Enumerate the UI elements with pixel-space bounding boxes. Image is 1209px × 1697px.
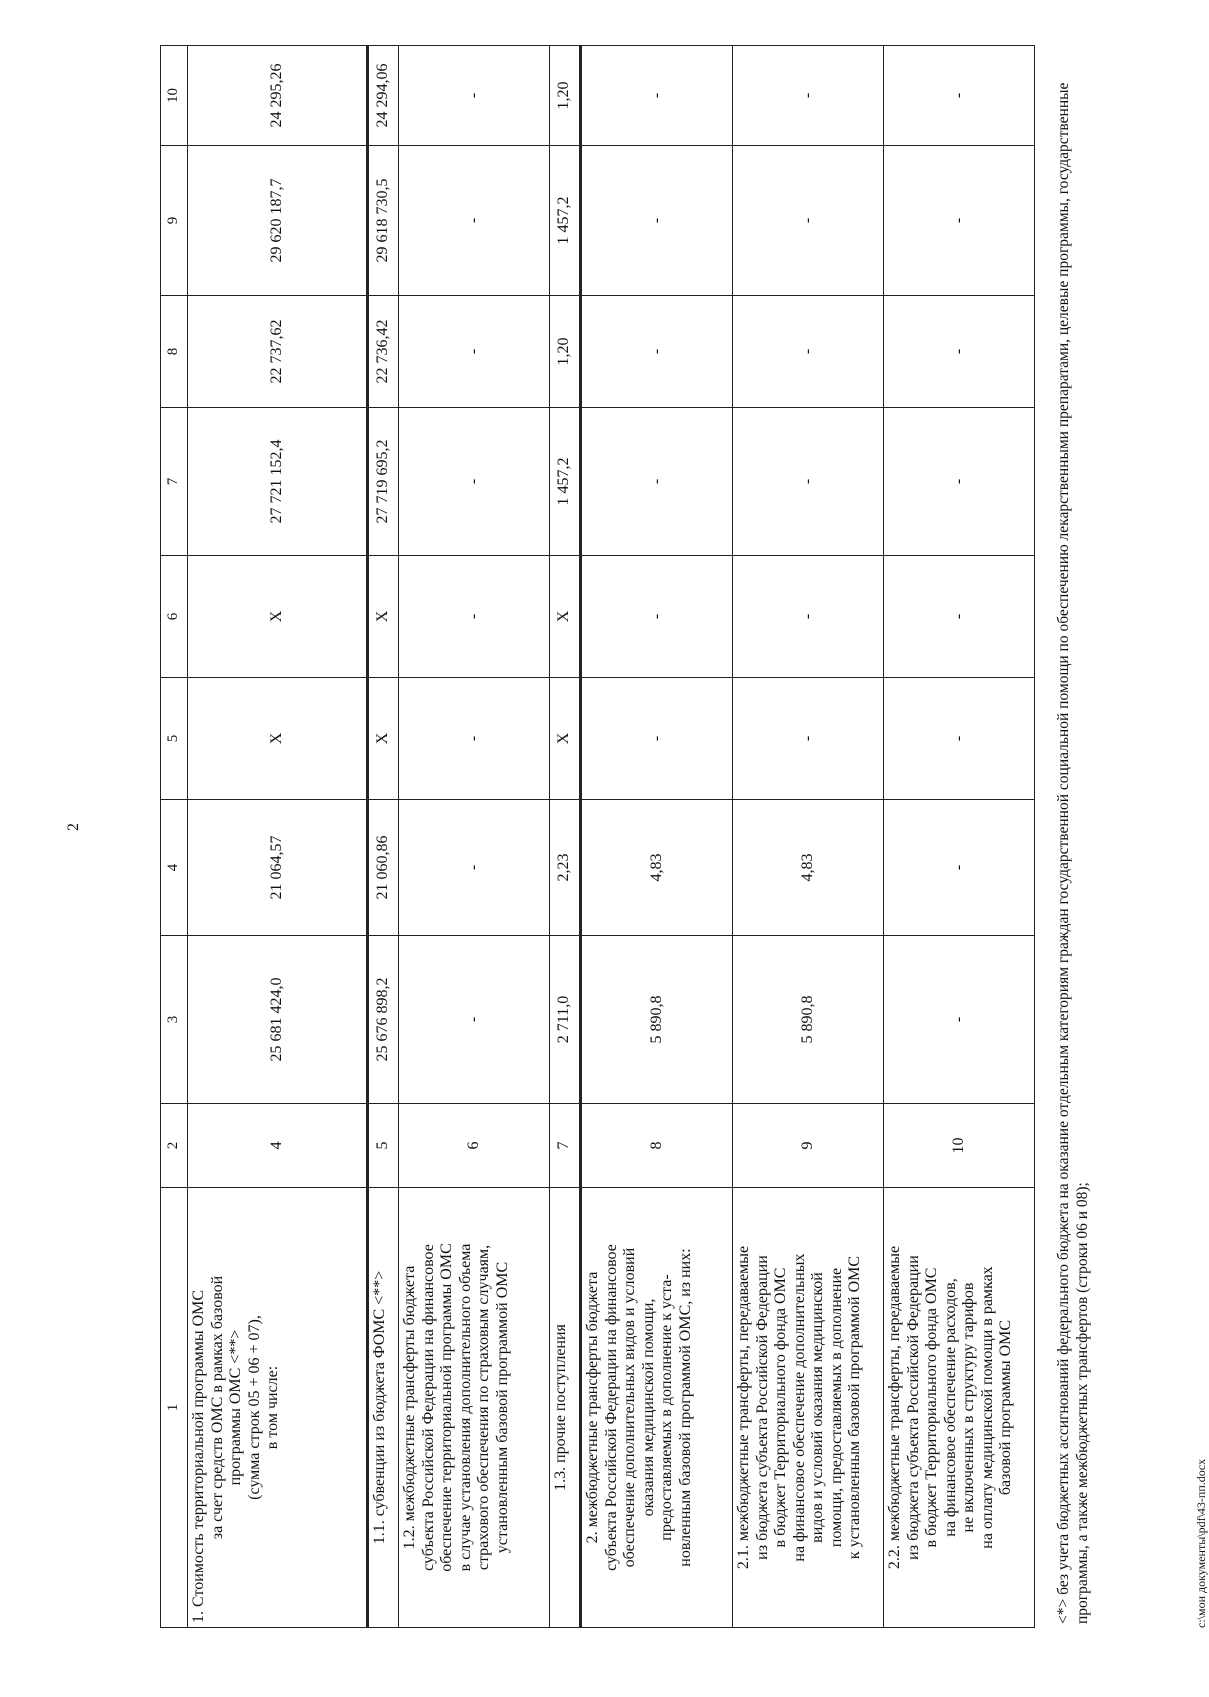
row-name-line: на финансовое обеспечение расходов,	[941, 1278, 959, 1537]
value-cell: 25 681 424,0	[188, 936, 368, 1104]
value-cell: 21 064,57	[188, 800, 368, 936]
row-name-line: за счет средств ОМС в рамках базовой	[208, 1275, 226, 1540]
value-cell: -	[399, 296, 550, 408]
column-number: 9	[161, 146, 188, 296]
row-name-line: в бюджет Территориального фонда ОМС	[923, 1267, 941, 1548]
column-number: 2	[161, 1104, 188, 1188]
value-cell: -	[581, 556, 733, 678]
value-cell: 29 620 187,7	[188, 146, 368, 296]
row-name-line: программы ОМС <**>	[227, 1329, 245, 1486]
row-name	[368, 1188, 399, 1628]
value-cell: -	[399, 556, 550, 678]
value-cell: 10	[884, 1104, 1035, 1188]
row-name-line: 1.2. межбюджетные трансферты бюджета	[401, 1265, 418, 1550]
row-name-line: страхового обеспечения по страховым случаям,	[475, 1244, 493, 1571]
value-cell: -	[733, 296, 884, 408]
column-number: 7	[161, 408, 188, 556]
table-row	[733, 46, 884, 1628]
value-cell: -	[399, 146, 550, 296]
row-name-line: предоставляемых в дополнение к уста-	[658, 1274, 676, 1541]
row-name-line: видов и условий оказания медицинской	[809, 1272, 827, 1543]
value-cell: -	[399, 408, 550, 556]
value-cell: 24 294,06	[368, 46, 399, 146]
rotated-page	[160, 63, 1208, 1628]
value-cell: 2 711,0	[550, 936, 581, 1104]
value-cell: -	[733, 408, 884, 556]
value-cell: 29 618 730,5	[368, 146, 399, 296]
value-cell: -	[884, 556, 1035, 678]
row-name-line: 2.2. межбюджетные трансферты, передаваемые	[886, 1245, 903, 1570]
row-name-line: 1.3. прочие поступления	[552, 1324, 569, 1491]
header-row	[161, 46, 188, 1628]
column-number: 4	[161, 800, 188, 936]
row-name-line: 1.1. субвенции из бюджета ФОМС <**>	[371, 1270, 388, 1545]
value-cell: X	[550, 556, 581, 678]
column-number: 3	[161, 936, 188, 1104]
table-row	[188, 46, 368, 1628]
value-cell: 4	[188, 1104, 368, 1188]
row-name-line: из бюджета субъекта Российской Федерации	[753, 1255, 771, 1560]
row-name-line: 2.1. межбюджетные трансферты, передаваемые	[735, 1245, 752, 1570]
table-row	[550, 46, 581, 1628]
budget-table	[160, 45, 1035, 1628]
value-cell: 7	[550, 1104, 581, 1188]
row-name-line: установленным базовой программой ОМС	[493, 1261, 511, 1554]
value-cell: 8	[581, 1104, 733, 1188]
row-name-line: не включенных в структуру тарифов	[960, 1282, 978, 1533]
row-name	[884, 1188, 1035, 1628]
column-number: 1	[161, 1188, 188, 1628]
row-name-line: оказания медицинской помощи,	[639, 1298, 657, 1517]
column-number: 5	[161, 678, 188, 800]
table-row	[884, 46, 1035, 1628]
value-cell: -	[581, 146, 733, 296]
value-cell: 27 719 695,2	[368, 408, 399, 556]
row-name-line: 2. межбюджетные трансферты бюджета	[584, 1271, 601, 1544]
value-cell: 24 295,26	[188, 46, 368, 146]
value-cell: 9	[733, 1104, 884, 1188]
footnote-text: <*> без учета бюджетных ассигнований федерального бюджета на оказание отдельным категориям граждан государственной социальной помощи по обеспечению лекарственными препаратами, целевые программы, государственные программы, а также межбюджетных трансфертов (строки 06 и 08);	[1055, 82, 1091, 1624]
row-name	[399, 1188, 550, 1628]
value-cell: -	[399, 936, 550, 1104]
value-cell: -	[733, 146, 884, 296]
value-cell: -	[884, 296, 1035, 408]
row-name-line: 1. Стоимость территориальной программы ОМС	[190, 1289, 207, 1623]
value-cell: X	[550, 678, 581, 800]
row-name-line: базовой программы ОМС	[997, 1319, 1015, 1496]
value-cell: 25 676 898,2	[368, 936, 399, 1104]
value-cell: -	[399, 678, 550, 800]
value-cell: 1 457,2	[550, 146, 581, 296]
value-cell: 5 890,8	[733, 936, 884, 1104]
column-number: 6	[161, 556, 188, 678]
row-name-line: помощи, предоставляемых в дополнение	[827, 1267, 845, 1548]
row-name-line: новленным базовой программой ОМС, из них:	[676, 1248, 694, 1567]
page-number: 2	[65, 823, 82, 831]
table-row	[368, 46, 399, 1628]
row-name-line: обеспечение дополнительных видов и условий	[621, 1247, 639, 1568]
value-cell: -	[399, 46, 550, 146]
row-name-line: в бюджет Территориального фонда ОМС	[772, 1267, 790, 1548]
value-cell: 5	[368, 1104, 399, 1188]
value-cell: 2,23	[550, 800, 581, 936]
value-cell: 22 737,62	[188, 296, 368, 408]
value-cell: 1,20	[550, 46, 581, 146]
value-cell: -	[884, 146, 1035, 296]
value-cell: 21 060,86	[368, 800, 399, 936]
row-name-line: субъекта Российской Федерации на финансовое	[419, 1244, 437, 1571]
value-cell: -	[733, 678, 884, 800]
row-name-line: из бюджета субъекта Российской Федерации	[904, 1255, 922, 1560]
value-cell: -	[733, 556, 884, 678]
file-path: c:\мои документы\pdf\43-пп.docx	[1194, 1458, 1208, 1628]
value-cell: 1 457,2	[550, 408, 581, 556]
table-row	[581, 46, 733, 1628]
column-number: 8	[161, 296, 188, 408]
value-cell: X	[368, 678, 399, 800]
row-name-line: субъекта Российской Федерации на финансовое	[602, 1244, 620, 1571]
value-cell: -	[884, 408, 1035, 556]
value-cell: X	[188, 678, 368, 800]
row-name-line: на оплату медицинской помощи в рамках	[978, 1266, 996, 1549]
row-name-line: в случае установления дополнительного объема	[456, 1243, 474, 1572]
row-name-line: в том числе:	[264, 1365, 282, 1450]
value-cell: -	[884, 46, 1035, 146]
row-name	[188, 1188, 368, 1628]
value-cell: -	[581, 678, 733, 800]
value-cell: -	[581, 408, 733, 556]
table-row	[399, 46, 550, 1628]
row-name-line: (сумма строк 05 + 06 + 07),	[245, 1315, 263, 1500]
value-cell: 6	[399, 1104, 550, 1188]
column-number: 10	[161, 46, 188, 146]
value-cell: -	[884, 678, 1035, 800]
row-name-line: обеспечение территориальной программы ОМС	[438, 1243, 456, 1572]
value-cell: 4,83	[733, 800, 884, 936]
value-cell: 4,83	[581, 800, 733, 936]
row-name	[733, 1188, 884, 1628]
value-cell: X	[368, 556, 399, 678]
row-name-line: к установленным базовой программой ОМС	[846, 1255, 864, 1560]
row-name	[581, 1188, 733, 1628]
value-cell: -	[399, 800, 550, 936]
value-cell: 22 736,42	[368, 296, 399, 408]
row-name	[550, 1188, 581, 1628]
value-cell: -	[884, 936, 1035, 1104]
value-cell: -	[581, 296, 733, 408]
value-cell: 27 721 152,4	[188, 408, 368, 556]
value-cell: X	[188, 556, 368, 678]
row-name-line: на финансовое обеспечение дополнительных	[790, 1253, 808, 1562]
value-cell: -	[581, 46, 733, 146]
value-cell: -	[884, 800, 1035, 936]
value-cell: 5 890,8	[581, 936, 733, 1104]
value-cell: -	[733, 46, 884, 146]
value-cell: 1,20	[550, 296, 581, 408]
